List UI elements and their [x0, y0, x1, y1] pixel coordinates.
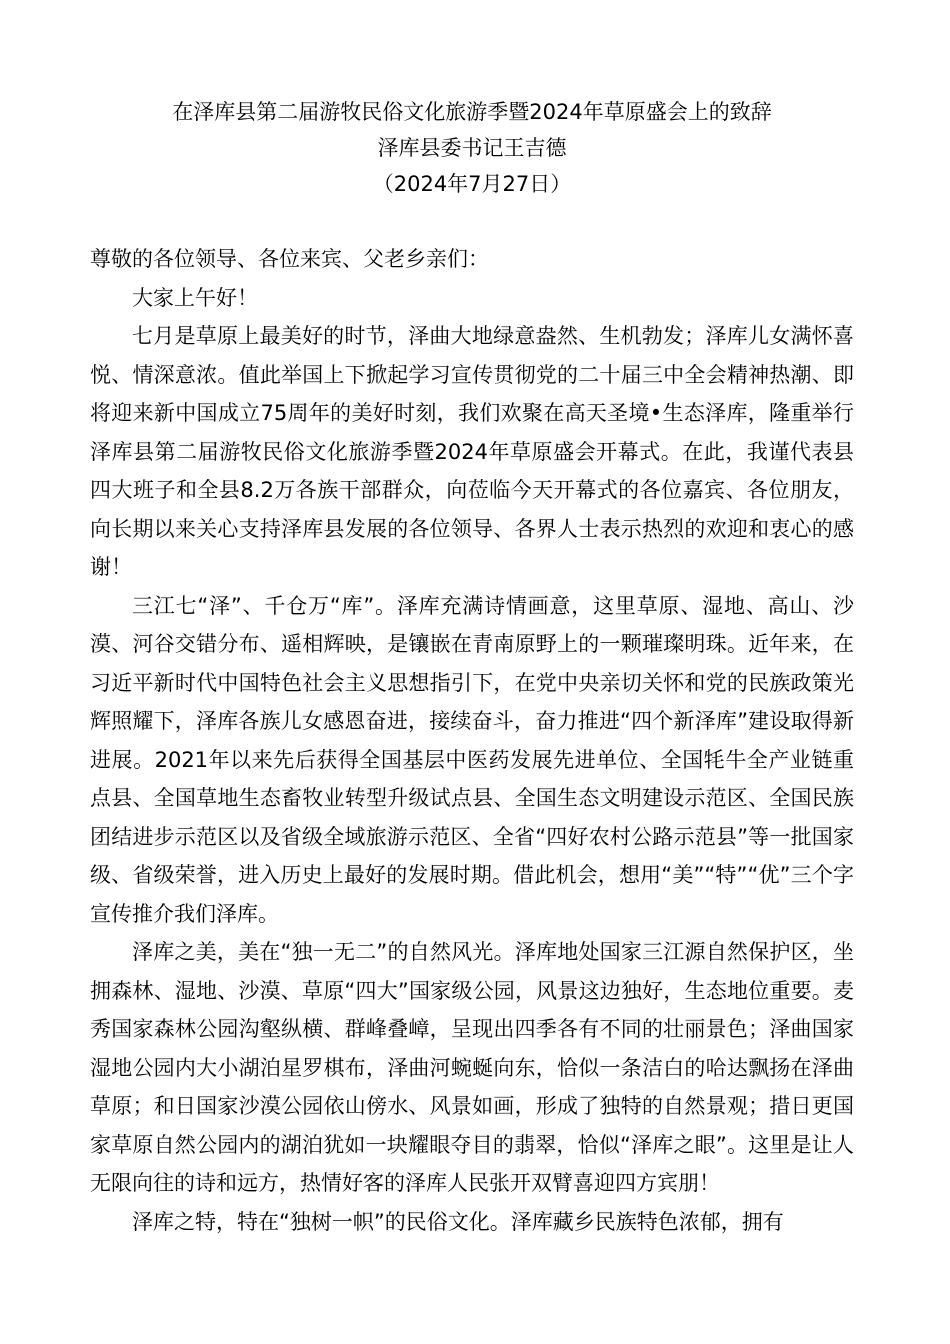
paragraph-culture: 泽库之特，特在“独树一帜”的民俗文化。泽库藏乡民族特色浓郁，拥有: [132, 1209, 784, 1234]
salutation: 尊敬的各位领导、各位来宾、父老乡亲们：: [90, 247, 489, 271]
paragraph-opening: 七月是草原上最美好的时节，泽曲大地绿意盎然、生机勃发；泽库儿女满怀喜悦、情深意浓。值此举国上下掀起学习宣传贯彻党的二十届三中全会精神热潮、即将迎来新中国成立75周年的美好时刻，我们欢聚在高天圣境•生态泽库，隆重举行泽库县第二届游牧民俗文化旅游季暨2024年草原盛会开幕式。在此，我谨代表县四大班子和全县8.2万各族干部群众，向莅临今天开幕式的各位嘉宾、各位朋友，向长期以来关心支持泽库县发展的各位领导、各界人士表示热烈的欢迎和衷心的感谢！: [90, 324, 854, 579]
speaker-line: 泽库县委书记王吉德: [377, 136, 567, 160]
speech-body: [90, 240, 854, 1241]
paragraph-greeting: 大家上午好！: [132, 285, 258, 310]
paragraph-introduction: 三江七“泽”、千仓万“库”。泽库充满诗情画意，这里草原、湿地、高山、沙漠、河谷交错分布、遥相辉映，是镶嵌在青南原野上的一颗璀璨明珠。近年来，在习近平新时代中国特色社会主义思想指引下，在党中央亲切关怀和党的民族政策光辉照耀下，泽库各族儿女感恩奋进，接续奋斗，奋力推进“四个新泽库”建设取得新进展。2021年以来先后获得全国基层中医药发展先进单位、全国牦牛全产业链重点县、全国草地生态畜牧业转型升级试点县、全国生态文明建设示范区、全国民族团结进步示范区以及省级全域旅游示范区、全省“四好农村公路示范县”等一批国家级、省级荣誉，进入历史上最好的发展时期。借此机会，想用“美”“特”“优”三个字宣传推介我们泽库。: [90, 593, 854, 926]
document-header: [90, 94, 854, 202]
speech-date: （2024年7月27日）: [372, 172, 572, 196]
document-title: 在泽库县第二届游牧民俗文化旅游季暨2024年草原盛会上的致辞: [172, 100, 772, 124]
paragraph-beauty: 泽库之美，美在“独一无二”的自然风光。泽库地处国家三江源自然保护区，坐拥森林、湿地、沙漠、草原“四大”国家级公园，风景这边独好，生态地位重要。麦秀国家森林公园沟壑纵横、群峰叠嶂，呈现出四季各有不同的壮丽景色；泽曲国家湿地公园内大小湖泊星罗棋布，泽曲河蜿蜒向东，恰似一条洁白的哈达飘扬在泽曲草原；和日国家沙漠公园依山傍水、风景如画，形成了独特的自然景观；措日更国家草原自然公园内的湖泊犹如一块耀眼夺目的翡翠，恰似“泽库之眼”。这里是让人无限向往的诗和远方，热情好客的泽库人民张开双臂喜迎四方宾朋！: [90, 940, 854, 1195]
